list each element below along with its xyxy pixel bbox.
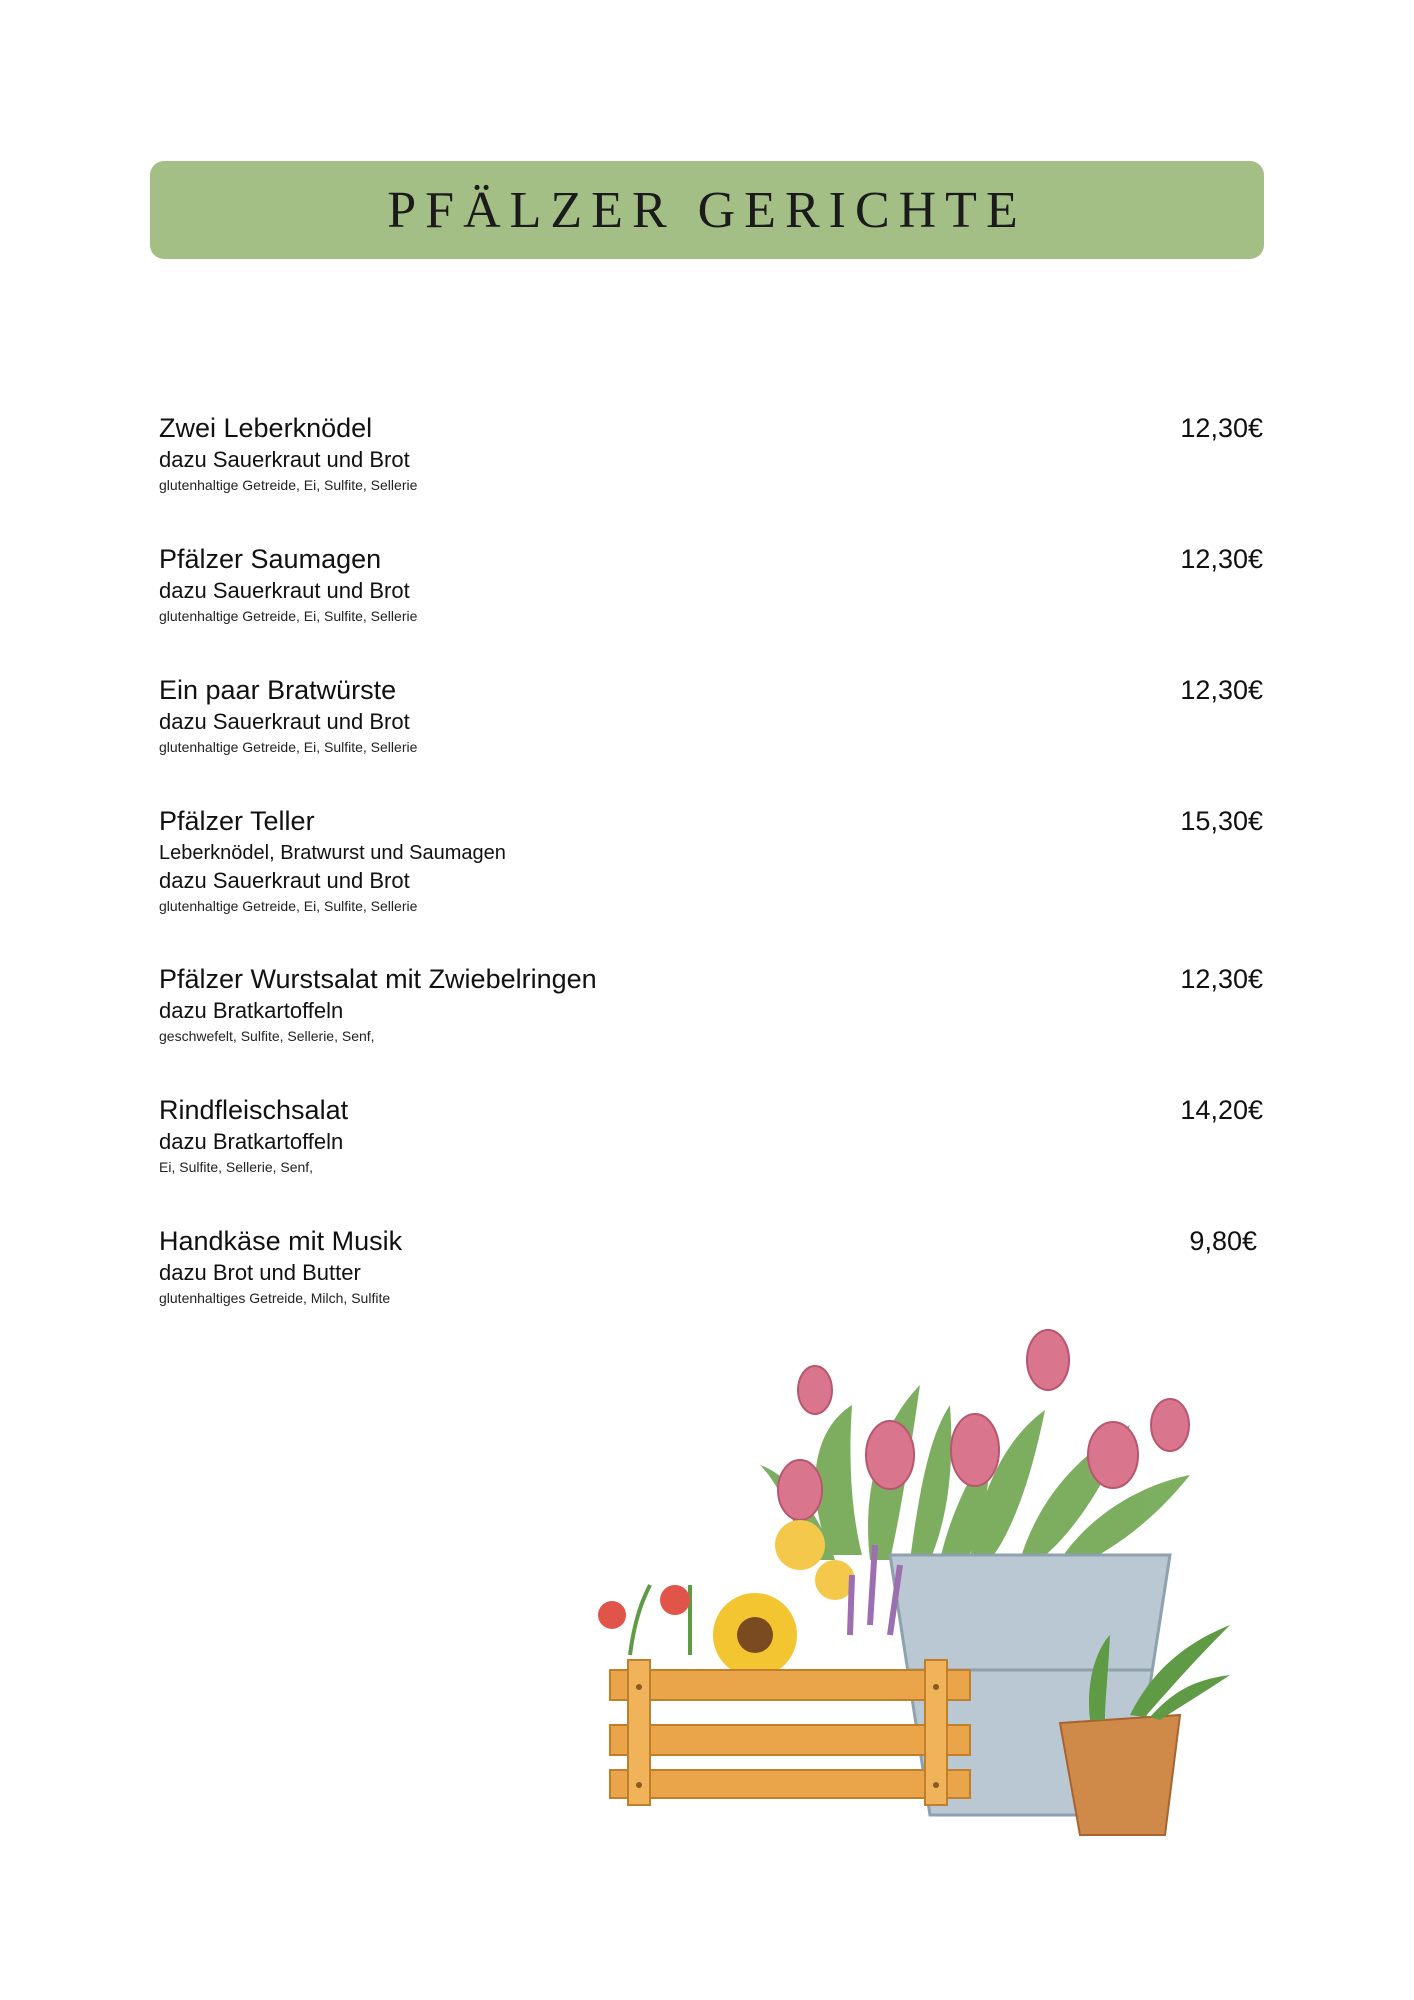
menu-list — [159, 410, 1263, 1354]
dish-allergens: glutenhaltige Getreide, Ei, Sulfite, Sellerie — [159, 898, 418, 914]
dish-price: 12,30€ — [1180, 544, 1263, 574]
dish-allergens: Ei, Sulfite, Sellerie, Senf, — [159, 1159, 314, 1175]
page-title: PFÄLZER GERICHTE — [387, 181, 1027, 239]
dish-side: dazu Sauerkraut und Brot — [159, 578, 410, 603]
title-banner — [150, 161, 1264, 259]
menu-item — [159, 410, 1263, 541]
dish-side: dazu Bratkartoffeln — [159, 998, 344, 1023]
dish-side: dazu Sauerkraut und Brot — [159, 447, 410, 472]
dish-price: 12,30€ — [1180, 413, 1263, 443]
dish-allergens: glutenhaltige Getreide, Ei, Sulfite, Sellerie — [159, 739, 418, 755]
dish-side: dazu Bratkartoffeln — [159, 1129, 344, 1154]
dish-price: 12,30€ — [1180, 964, 1263, 994]
dish-name: Zwei Leberknödel — [159, 413, 373, 443]
dish-name: Handkäse mit Musik — [159, 1226, 403, 1256]
dish-price: 14,20€ — [1180, 1095, 1263, 1125]
dish-side: dazu Sauerkraut und Brot — [159, 868, 410, 893]
dish-side: dazu Brot und Butter — [159, 1260, 361, 1285]
flower-illustration — [590, 1315, 1280, 1860]
menu-item — [159, 1092, 1263, 1223]
menu-item — [159, 672, 1263, 803]
dish-name: Pfälzer Saumagen — [159, 544, 382, 574]
dish-name: Pfälzer Wurstsalat mit Zwiebelringen — [159, 964, 597, 994]
menu-item — [159, 961, 1263, 1092]
dish-name: Pfälzer Teller — [159, 806, 315, 836]
dish-allergens: geschwefelt, Sulfite, Sellerie, Senf, — [159, 1028, 375, 1044]
dish-allergens: glutenhaltiges Getreide, Milch, Sulfite — [159, 1290, 391, 1306]
dish-side: dazu Sauerkraut und Brot — [159, 709, 410, 734]
sunflower-icon — [713, 1593, 797, 1677]
dish-price: 9,80€ — [1189, 1226, 1257, 1256]
dish-price: 12,30€ — [1180, 675, 1263, 705]
dish-allergens: glutenhaltige Getreide, Ei, Sulfite, Sellerie — [159, 477, 418, 493]
dish-name: Ein paar Bratwürste — [159, 675, 397, 705]
dish-allergens: glutenhaltige Getreide, Ei, Sulfite, Sellerie — [159, 608, 418, 624]
wooden-crate — [610, 1660, 970, 1805]
dish-name: Rindfleischsalat — [159, 1095, 349, 1125]
terracotta-pot — [1060, 1715, 1180, 1835]
dish-contents: Leberknödel, Bratwurst und Saumagen — [159, 842, 506, 864]
dish-price: 15,30€ — [1180, 806, 1263, 836]
menu-item — [159, 541, 1263, 672]
menu-item — [159, 803, 1263, 961]
